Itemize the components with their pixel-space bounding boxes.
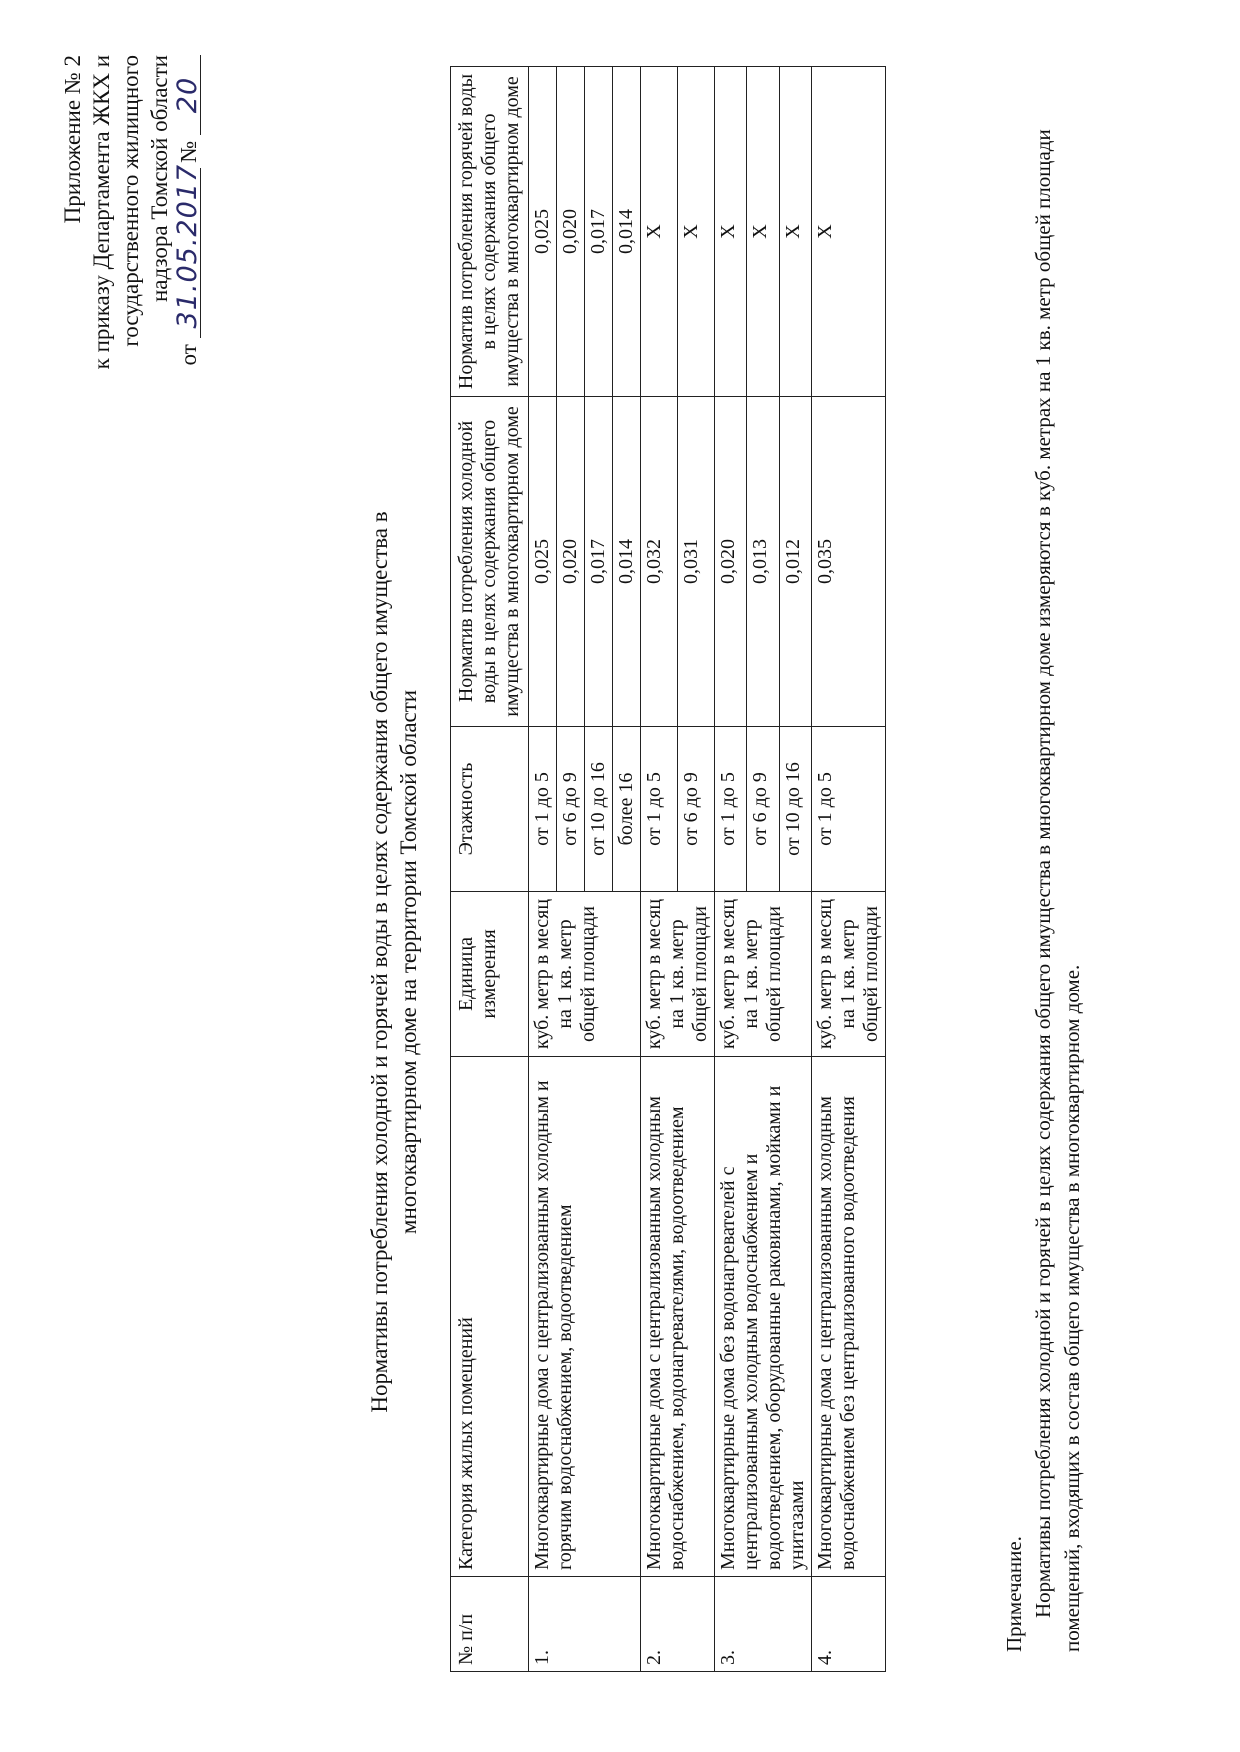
category-cell: Многоквартирные дома с централизованным холодным водоснабжением, водонагревателями, водоотведением [641, 1057, 715, 1577]
header-unit: Единица измерения [451, 892, 529, 1057]
row-number: 1. [529, 1577, 641, 1672]
cold-water-cell: 0,035 [812, 397, 886, 727]
floors-cell: от 6 до 9 [678, 727, 715, 892]
from-label: от [176, 344, 201, 366]
header-category: Категория жилых помещений [451, 1057, 529, 1577]
cold-water-cell: 0,025 [529, 397, 557, 727]
hot-water-cell: 0,025 [529, 67, 557, 397]
cold-water-cell: 0,032 [641, 397, 678, 727]
unit-cell: куб. метр в месяц на 1 кв. метр общей площади [715, 892, 812, 1057]
hot-water-cell: 0,017 [585, 67, 613, 397]
cold-water-cell: 0,014 [613, 397, 641, 727]
header-floors: Этажность [451, 727, 529, 892]
header-hot-water: Норматив потребления горячей воды в целях содержания общего имущества в многоквартирном доме [451, 67, 529, 397]
header-num: № п/п [451, 1577, 529, 1672]
appendix-order-line: к приказу Департамента ЖКХ и [89, 55, 114, 370]
appendix-region-line: надзора Томской области [147, 55, 172, 303]
hot-water-cell: Х [779, 67, 811, 397]
row-number: 3. [715, 1577, 812, 1672]
floors-cell: от 1 до 5 [529, 727, 557, 892]
cold-water-cell: 0,031 [678, 397, 715, 727]
hot-water-cell: Х [678, 67, 715, 397]
floors-cell: от 10 до 16 [585, 727, 613, 892]
category-cell: Многоквартирные дома без водонагревателей с централизованным холодным водоснабжением и водоотведением, оборудованные раковинами, мойками и унитазами [715, 1057, 812, 1577]
floors-cell: от 1 до 5 [715, 727, 747, 892]
floors-cell: от 10 до 16 [779, 727, 811, 892]
table-row [641, 67, 678, 1672]
document-title [365, 472, 423, 1452]
handwritten-number: 20 [176, 55, 201, 135]
hot-water-cell: Х [715, 67, 747, 397]
row-number: 4. [812, 1577, 886, 1672]
note-block [1000, 52, 1087, 1652]
floors-cell: от 1 до 5 [641, 727, 678, 892]
unit-cell: куб. метр в месяц на 1 кв. метр общей площади [529, 892, 641, 1057]
header-cold-water: Норматив потребления холодной воды в целях содержания общего имущества в многоквартирном доме [451, 397, 529, 727]
unit-cell: куб. метр в месяц на 1 кв. метр общей площади [641, 892, 715, 1057]
cold-water-cell: 0,020 [715, 397, 747, 727]
note-text: Нормативы потребления холодной и горячей в целях содержания общего имущества в многоквартирном доме измеряются в куб. метрах на 1 кв. метр общей площади помещений, входящих в состав общего имущества в многоквартирном доме. [1031, 129, 1084, 1652]
table-header-row [451, 67, 529, 1672]
table-row [812, 67, 886, 1672]
title-line-1: Нормативы потребления холодной и горячей воды в целях содержания общего имущества в [367, 511, 392, 1413]
row-number: 2. [641, 1577, 715, 1672]
hot-water-cell: 0,014 [613, 67, 641, 397]
appendix-date-number-line [174, 55, 203, 615]
hot-water-cell: 0,020 [557, 67, 585, 397]
category-cell: Многоквартирные дома с централизованным холодным водоснабжением без централизованного водоотведения [812, 1057, 886, 1577]
floors-cell: более 16 [613, 727, 641, 892]
unit-cell: куб. метр в месяц на 1 кв. метр общей площади [812, 892, 886, 1057]
cold-water-cell: 0,020 [557, 397, 585, 727]
hot-water-cell: Х [747, 67, 779, 397]
table-body [529, 67, 886, 1672]
floors-cell: от 6 до 9 [557, 727, 585, 892]
appendix-department-line: государственного жилищного [118, 55, 143, 347]
table-row [715, 67, 747, 1672]
handwritten-date: 31.05.2017 [176, 168, 201, 338]
norms-table [450, 66, 886, 1672]
note-heading: Примечание. [1002, 1536, 1026, 1652]
category-cell: Многоквартирные дома с централизованным холодным и горячим водоснабжением, водоотведением [529, 1057, 641, 1577]
appendix-header [58, 55, 203, 615]
hot-water-cell: Х [641, 67, 678, 397]
number-label: № [176, 140, 201, 163]
floors-cell: от 1 до 5 [812, 727, 886, 892]
title-line-2: многоквартирном доме на территории Томской области [396, 689, 421, 1235]
table-row [529, 67, 557, 1672]
cold-water-cell: 0,012 [779, 397, 811, 727]
cold-water-cell: 0,017 [585, 397, 613, 727]
floors-cell: от 6 до 9 [747, 727, 779, 892]
hot-water-cell: Х [812, 67, 886, 397]
appendix-title: Приложение № 2 [60, 55, 85, 224]
cold-water-cell: 0,013 [747, 397, 779, 727]
